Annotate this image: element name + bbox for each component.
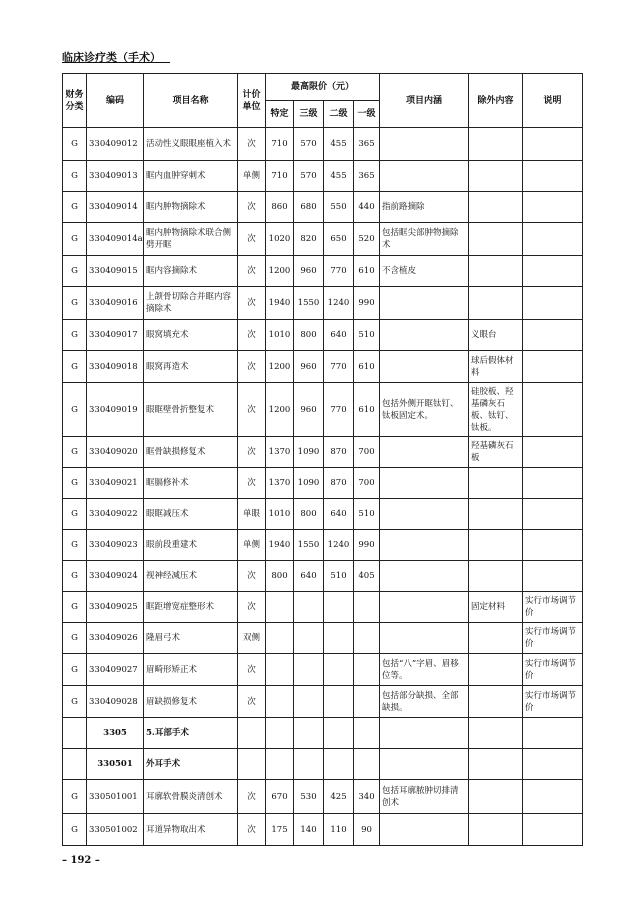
cell-unit: 次	[238, 654, 266, 686]
table-row	[63, 351, 583, 383]
table-row	[63, 780, 583, 814]
cell-content: 指前路摘除	[380, 192, 469, 223]
cell-notes	[523, 161, 583, 192]
cell-code: 330409020	[87, 437, 144, 468]
cell-price-level3: 820	[294, 223, 324, 256]
cell-excluded	[469, 468, 523, 499]
cell-price-level1: 340	[354, 780, 380, 814]
cell-price-level3: 1550	[294, 287, 324, 320]
cell-code: 330501001	[87, 780, 144, 814]
cell-price-level1	[354, 718, 380, 749]
page-number: – 192 –	[62, 855, 100, 866]
cell-price-level1: 90	[354, 814, 380, 846]
cell-price-level2: 640	[324, 320, 354, 351]
cell-code: 330409017	[87, 320, 144, 351]
cell-notes	[523, 468, 583, 499]
cell-price-level1: 610	[354, 256, 380, 287]
cell-category: G	[63, 351, 87, 383]
cell-name: 眶膈修补术	[144, 468, 238, 499]
cell-price-special: 1020	[266, 223, 294, 256]
section-code: 330501	[87, 749, 144, 780]
cell-notes	[523, 383, 583, 437]
cell-notes	[523, 561, 583, 592]
cell-excluded	[469, 287, 523, 320]
cell-price-level2: 650	[324, 223, 354, 256]
table-row	[63, 287, 583, 320]
cell-price-level3: 800	[294, 499, 324, 530]
cell-price-special: 800	[266, 561, 294, 592]
cell-notes	[523, 530, 583, 561]
table-row	[63, 192, 583, 223]
cell-price-level3: 960	[294, 256, 324, 287]
table-row	[63, 128, 583, 161]
cell-category: G	[63, 499, 87, 530]
cell-price-special	[266, 686, 294, 718]
cell-category: G	[63, 592, 87, 623]
cell-price-level2: 1240	[324, 530, 354, 561]
cell-price-special: 1940	[266, 287, 294, 320]
cell-notes: 实行市场调节价	[523, 592, 583, 623]
cell-excluded	[469, 749, 523, 780]
cell-unit: 次	[238, 351, 266, 383]
cell-name: 眼窝填充术	[144, 320, 238, 351]
col-header-category: 财务分类	[63, 74, 87, 128]
table-row	[63, 561, 583, 592]
table-row	[63, 654, 583, 686]
section-row	[63, 749, 583, 780]
cell-category	[63, 718, 87, 749]
cell-price-level1: 700	[354, 468, 380, 499]
cell-code: 330409021	[87, 468, 144, 499]
cell-price-special: 710	[266, 128, 294, 161]
section-row	[63, 718, 583, 749]
cell-price-special	[266, 718, 294, 749]
table-row	[63, 499, 583, 530]
cell-price-special	[266, 623, 294, 654]
cell-price-level3: 640	[294, 561, 324, 592]
cell-price-special: 1010	[266, 499, 294, 530]
cell-name: 眶内肿物摘除术联合侧劈开眶	[144, 223, 238, 256]
cell-price-level2: 550	[324, 192, 354, 223]
cell-code: 330409025	[87, 592, 144, 623]
cell-category: G	[63, 161, 87, 192]
cell-unit: 次	[238, 437, 266, 468]
cell-price-level2: 510	[324, 561, 354, 592]
section-title: 5.耳部手术	[144, 718, 238, 749]
cell-code: 330409026	[87, 623, 144, 654]
cell-price-level2: 770	[324, 256, 354, 287]
cell-price-level3: 680	[294, 192, 324, 223]
cell-name: 眶内肿物摘除术	[144, 192, 238, 223]
cell-content	[380, 814, 469, 846]
table-row	[63, 686, 583, 718]
cell-unit: 次	[238, 592, 266, 623]
cell-category	[63, 749, 87, 780]
cell-excluded	[469, 223, 523, 256]
cell-category: G	[63, 468, 87, 499]
cell-excluded	[469, 499, 523, 530]
cell-category: G	[63, 128, 87, 161]
cell-excluded	[469, 623, 523, 654]
cell-excluded	[469, 654, 523, 686]
cell-code: 330409024	[87, 561, 144, 592]
cell-price-level2: 640	[324, 499, 354, 530]
cell-content: 包括耳廓脓肿切排清创术	[380, 780, 469, 814]
col-header-content: 项目内涵	[380, 74, 469, 128]
page-header-title: 临床诊疗类（手术）	[62, 51, 161, 64]
cell-notes	[523, 256, 583, 287]
cell-excluded	[469, 780, 523, 814]
cell-price-special: 1370	[266, 437, 294, 468]
cell-price-level1: 365	[354, 128, 380, 161]
table-row	[63, 256, 583, 287]
cell-price-level2	[324, 654, 354, 686]
cell-price-level2	[324, 623, 354, 654]
cell-price-level2: 1240	[324, 287, 354, 320]
cell-price-special: 1370	[266, 468, 294, 499]
cell-content	[380, 718, 469, 749]
cell-excluded	[469, 561, 523, 592]
section-code: 3305	[87, 718, 144, 749]
cell-notes	[523, 814, 583, 846]
cell-name: 眉缺损修复术	[144, 686, 238, 718]
cell-price-level1: 520	[354, 223, 380, 256]
cell-notes	[523, 437, 583, 468]
col-header-max-price: 最高限价（元）	[266, 74, 380, 101]
table-row	[63, 530, 583, 561]
cell-code: 330409016	[87, 287, 144, 320]
col-header-special: 特定	[266, 101, 294, 128]
cell-name: 眉畸形矫正术	[144, 654, 238, 686]
cell-price-special: 1200	[266, 351, 294, 383]
cell-price-level2: 425	[324, 780, 354, 814]
cell-price-level3: 530	[294, 780, 324, 814]
cell-name: 上颌骨切除合并眶内容摘除术	[144, 287, 238, 320]
cell-unit: 次	[238, 780, 266, 814]
cell-content	[380, 128, 469, 161]
cell-price-level2: 455	[324, 161, 354, 192]
cell-notes	[523, 287, 583, 320]
cell-price-level2: 770	[324, 351, 354, 383]
cell-notes	[523, 128, 583, 161]
cell-excluded: 硅胶板、羟基磷灰石板、钛钉、钛板。	[469, 383, 523, 437]
cell-category: G	[63, 654, 87, 686]
col-header-name: 项目名称	[144, 74, 238, 128]
cell-excluded	[469, 814, 523, 846]
cell-price-special: 1200	[266, 256, 294, 287]
cell-price-level3: 960	[294, 383, 324, 437]
cell-excluded	[469, 256, 523, 287]
cell-content	[380, 530, 469, 561]
cell-name: 眼眶壁骨折整复术	[144, 383, 238, 437]
cell-price-level1	[354, 654, 380, 686]
cell-code: 330409028	[87, 686, 144, 718]
cell-notes: 实行市场调节价	[523, 686, 583, 718]
cell-price-level2: 870	[324, 468, 354, 499]
cell-code: 330409022	[87, 499, 144, 530]
cell-excluded	[469, 718, 523, 749]
cell-price-level3: 800	[294, 320, 324, 351]
cell-price-level1: 510	[354, 499, 380, 530]
cell-code: 330409014	[87, 192, 144, 223]
cell-price-level1	[354, 592, 380, 623]
cell-name: 眶内血肿穿刺术	[144, 161, 238, 192]
cell-unit: 次	[238, 561, 266, 592]
cell-price-level1	[354, 686, 380, 718]
cell-price-level3: 1550	[294, 530, 324, 561]
col-header-excluded: 除外内容	[469, 74, 523, 128]
cell-content	[380, 161, 469, 192]
cell-content	[380, 468, 469, 499]
cell-unit: 双侧	[238, 623, 266, 654]
cell-price-level3: 960	[294, 351, 324, 383]
cell-code: 330409027	[87, 654, 144, 686]
cell-notes: 实行市场调节价	[523, 654, 583, 686]
cell-price-special	[266, 654, 294, 686]
cell-price-level3: 1090	[294, 437, 324, 468]
cell-name: 眶骨缺损修复术	[144, 437, 238, 468]
table-row	[63, 320, 583, 351]
cell-price-level3: 570	[294, 161, 324, 192]
cell-price-level1: 510	[354, 320, 380, 351]
cell-name: 活动性义眼眼座植入术	[144, 128, 238, 161]
cell-name: 视神经减压术	[144, 561, 238, 592]
cell-content	[380, 287, 469, 320]
cell-excluded	[469, 128, 523, 161]
cell-category: G	[63, 256, 87, 287]
cell-price-level3	[294, 654, 324, 686]
cell-category: G	[63, 192, 87, 223]
cell-price-level3: 1090	[294, 468, 324, 499]
cell-content	[380, 592, 469, 623]
cell-price-level3: 570	[294, 128, 324, 161]
cell-unit: 次	[238, 223, 266, 256]
cell-excluded: 义眼台	[469, 320, 523, 351]
cell-code: 330409014a	[87, 223, 144, 256]
cell-unit: 单侧	[238, 161, 266, 192]
cell-name: 眼前段重建术	[144, 530, 238, 561]
header-underline	[62, 62, 170, 63]
table-row	[63, 814, 583, 846]
cell-unit: 次	[238, 686, 266, 718]
cell-unit: 次	[238, 192, 266, 223]
cell-notes	[523, 749, 583, 780]
cell-name: 隆眉弓术	[144, 623, 238, 654]
cell-price-special: 1010	[266, 320, 294, 351]
cell-price-special: 1940	[266, 530, 294, 561]
cell-price-level1: 610	[354, 351, 380, 383]
cell-price-level1	[354, 623, 380, 654]
cell-content	[380, 749, 469, 780]
table-row	[63, 383, 583, 437]
cell-price-special: 175	[266, 814, 294, 846]
cell-price-level1: 610	[354, 383, 380, 437]
table-row	[63, 223, 583, 256]
cell-price-level1: 990	[354, 287, 380, 320]
cell-category: G	[63, 686, 87, 718]
cell-content	[380, 437, 469, 468]
cell-code: 330409015	[87, 256, 144, 287]
col-header-code: 编码	[87, 74, 144, 128]
col-header-level2: 二级	[324, 101, 354, 128]
col-header-level3: 三级	[294, 101, 324, 128]
cell-code: 330409012	[87, 128, 144, 161]
cell-content: 包括“八”字眉、眉移位等。	[380, 654, 469, 686]
cell-excluded: 羟基磷灰石板	[469, 437, 523, 468]
cell-price-special	[266, 592, 294, 623]
cell-price-level3	[294, 686, 324, 718]
cell-price-special: 710	[266, 161, 294, 192]
cell-category: G	[63, 623, 87, 654]
cell-name: 眶距增宽症整形术	[144, 592, 238, 623]
cell-price-level1: 990	[354, 530, 380, 561]
cell-name: 耳道异物取出术	[144, 814, 238, 846]
col-header-notes: 说明	[523, 74, 583, 128]
cell-excluded	[469, 192, 523, 223]
cell-category: G	[63, 814, 87, 846]
cell-price-level1: 700	[354, 437, 380, 468]
cell-unit: 次	[238, 383, 266, 437]
cell-category: G	[63, 561, 87, 592]
cell-category: G	[63, 780, 87, 814]
cell-content: 包括外侧开眶钛钉、钛板固定术。	[380, 383, 469, 437]
cell-category: G	[63, 223, 87, 256]
cell-category: G	[63, 530, 87, 561]
cell-price-level1: 405	[354, 561, 380, 592]
cell-unit	[238, 718, 266, 749]
cell-unit: 次	[238, 320, 266, 351]
cell-excluded	[469, 686, 523, 718]
cell-price-level2: 455	[324, 128, 354, 161]
cell-content: 包括眶尖部肿物摘除术	[380, 223, 469, 256]
cell-content	[380, 499, 469, 530]
cell-code: 330409018	[87, 351, 144, 383]
cell-price-level2: 110	[324, 814, 354, 846]
cell-price-special: 670	[266, 780, 294, 814]
cell-category: G	[63, 383, 87, 437]
table-row	[63, 437, 583, 468]
cell-notes: 实行市场调节价	[523, 623, 583, 654]
cell-excluded: 球后假体材料	[469, 351, 523, 383]
cell-unit: 单侧	[238, 530, 266, 561]
cell-excluded	[469, 530, 523, 561]
cell-content	[380, 320, 469, 351]
cell-name: 眼眶减压术	[144, 499, 238, 530]
cell-price-level1: 440	[354, 192, 380, 223]
cell-category: G	[63, 437, 87, 468]
cell-content: 不含植皮	[380, 256, 469, 287]
cell-unit: 次	[238, 287, 266, 320]
cell-notes	[523, 499, 583, 530]
cell-category: G	[63, 320, 87, 351]
col-header-unit: 计价单位	[238, 74, 266, 128]
cell-unit: 次	[238, 256, 266, 287]
cell-content: 包括部分缺损、全部缺损。	[380, 686, 469, 718]
cell-price-level1	[354, 749, 380, 780]
cell-name: 耳廓软骨膜炎清创术	[144, 780, 238, 814]
cell-price-level2	[324, 718, 354, 749]
cell-unit: 次	[238, 128, 266, 161]
cell-price-level3	[294, 718, 324, 749]
cell-name: 眼窝再造术	[144, 351, 238, 383]
cell-excluded: 固定材料	[469, 592, 523, 623]
cell-content	[380, 561, 469, 592]
cell-price-level2: 870	[324, 437, 354, 468]
cell-content	[380, 351, 469, 383]
cell-code: 330409023	[87, 530, 144, 561]
cell-notes	[523, 718, 583, 749]
cell-unit: 次	[238, 468, 266, 499]
cell-price-level2: 770	[324, 383, 354, 437]
cell-price-level2	[324, 592, 354, 623]
table-row	[63, 592, 583, 623]
cell-excluded	[469, 161, 523, 192]
cell-notes	[523, 320, 583, 351]
table-row	[63, 468, 583, 499]
cell-notes	[523, 351, 583, 383]
cell-price-level2	[324, 686, 354, 718]
cell-price-level3	[294, 592, 324, 623]
cell-price-level3: 140	[294, 814, 324, 846]
cell-name: 眶内容摘除术	[144, 256, 238, 287]
cell-unit	[238, 749, 266, 780]
cell-notes	[523, 780, 583, 814]
cell-content	[380, 623, 469, 654]
cell-unit: 单眼	[238, 499, 266, 530]
cell-notes	[523, 192, 583, 223]
cell-price-special: 860	[266, 192, 294, 223]
cell-code: 330501002	[87, 814, 144, 846]
cell-code: 330409019	[87, 383, 144, 437]
cell-price-level2	[324, 749, 354, 780]
table-row	[63, 161, 583, 192]
cell-price-level1: 365	[354, 161, 380, 192]
col-header-level1: 一级	[354, 101, 380, 128]
cell-category: G	[63, 287, 87, 320]
cell-notes	[523, 223, 583, 256]
cell-unit: 次	[238, 814, 266, 846]
cell-price-special: 1200	[266, 383, 294, 437]
price-table	[62, 73, 583, 846]
cell-code: 330409013	[87, 161, 144, 192]
cell-price-level3	[294, 749, 324, 780]
cell-price-special	[266, 749, 294, 780]
section-title: 外耳手术	[144, 749, 238, 780]
table-row	[63, 623, 583, 654]
cell-price-level3	[294, 623, 324, 654]
